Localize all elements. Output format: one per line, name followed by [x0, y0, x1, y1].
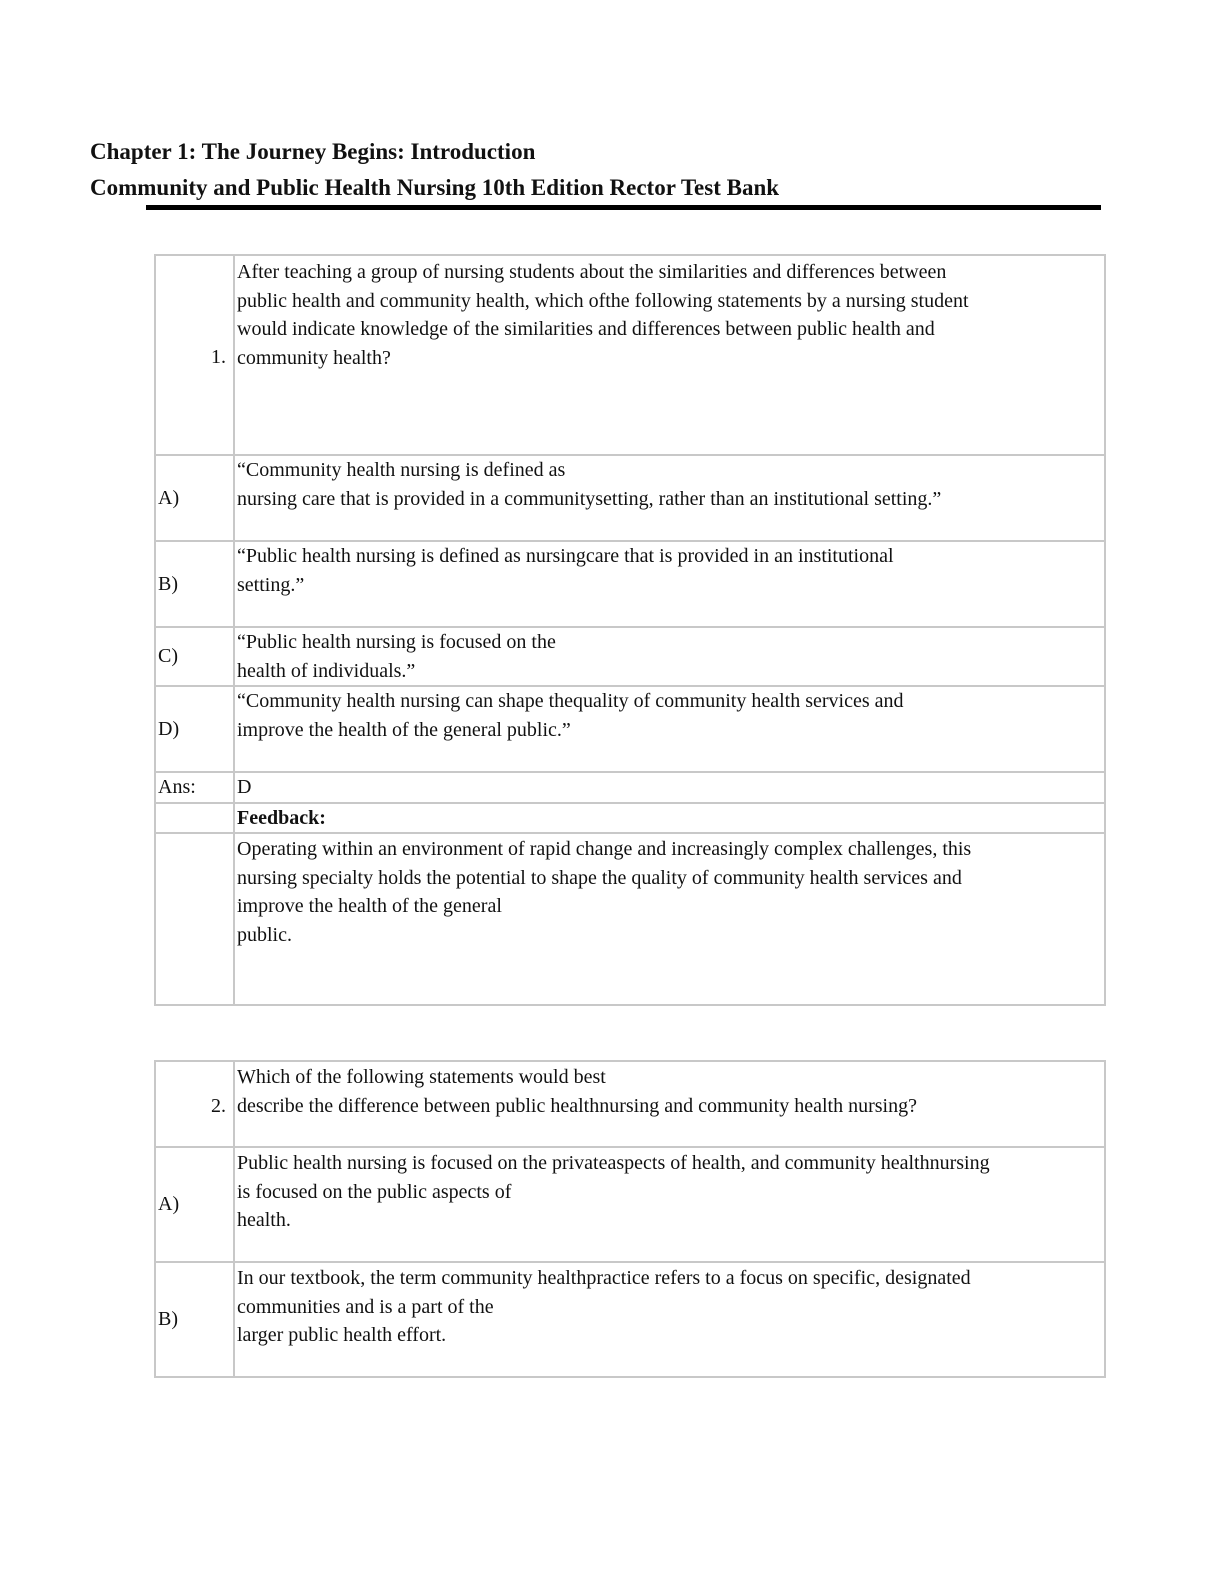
option-row-a: [155, 455, 1105, 541]
document-header: [90, 134, 1130, 206]
option-row-c: [155, 627, 1105, 686]
option-row-a: [155, 1147, 1105, 1262]
option-text: In our textbook, the term community healthpractice refers to a focus on specific, designated communities and is a part of the larger public health effort.: [234, 1262, 1105, 1377]
option-row-b: [155, 541, 1105, 627]
answer-label: Ans:: [155, 772, 234, 803]
option-label: D): [155, 686, 234, 772]
option-text: “Public health nursing is focused on the health of individuals.”: [234, 627, 1105, 686]
answer-value: D: [234, 772, 1105, 803]
option-text: “Community health nursing can shape thequality of community health services and improve the health of the general public.”: [234, 686, 1105, 772]
empty-cell: [155, 803, 234, 834]
question-row: [155, 255, 1105, 455]
answer-row: [155, 772, 1105, 803]
feedback-label: Feedback:: [234, 803, 1105, 834]
question-number: 1.: [155, 255, 234, 455]
option-row-d: [155, 686, 1105, 772]
option-text: Public health nursing is focused on the privateaspects of health, and community healthnursing is focused on the public aspects of health.: [234, 1147, 1105, 1262]
question-number: 2.: [155, 1061, 234, 1147]
chapter-title: Chapter 1: The Journey Begins: Introduction: [90, 139, 536, 164]
option-row-b: [155, 1262, 1105, 1377]
option-label: C): [155, 627, 234, 686]
feedback-row: [155, 833, 1105, 1005]
option-label: B): [155, 541, 234, 627]
option-text: “Public health nursing is defined as nursingcare that is provided in an institutional setting.”: [234, 541, 1105, 627]
question-1-table: [154, 254, 1106, 1006]
question-row: [155, 1061, 1105, 1147]
question-stem: After teaching a group of nursing students about the similarities and differences between public health and community health, which ofthe following statements by a nursing student would indicate knowledge of the similarities and differences between public health and community health?: [234, 255, 1105, 455]
option-label: A): [155, 1147, 234, 1262]
question-stem: Which of the following statements would best describe the difference between public healthnursing and community health nursing?: [234, 1061, 1105, 1147]
question-2-table: [154, 1060, 1106, 1378]
header-rule: [146, 205, 1101, 210]
option-label: A): [155, 455, 234, 541]
empty-cell: [155, 833, 234, 1005]
option-text: “Community health nursing is defined as nursing care that is provided in a communitysetting, rather than an institutional setting.”: [234, 455, 1105, 541]
feedback-text: Operating within an environment of rapid change and increasingly complex challenges, this nursing specialty holds the potential to shape the quality of community health services and improve the health of the general public.: [234, 833, 1105, 1005]
option-label: B): [155, 1262, 234, 1377]
book-title: Community and Public Health Nursing 10th Edition Rector Test Bank: [90, 175, 780, 200]
feedback-heading-row: [155, 803, 1105, 834]
